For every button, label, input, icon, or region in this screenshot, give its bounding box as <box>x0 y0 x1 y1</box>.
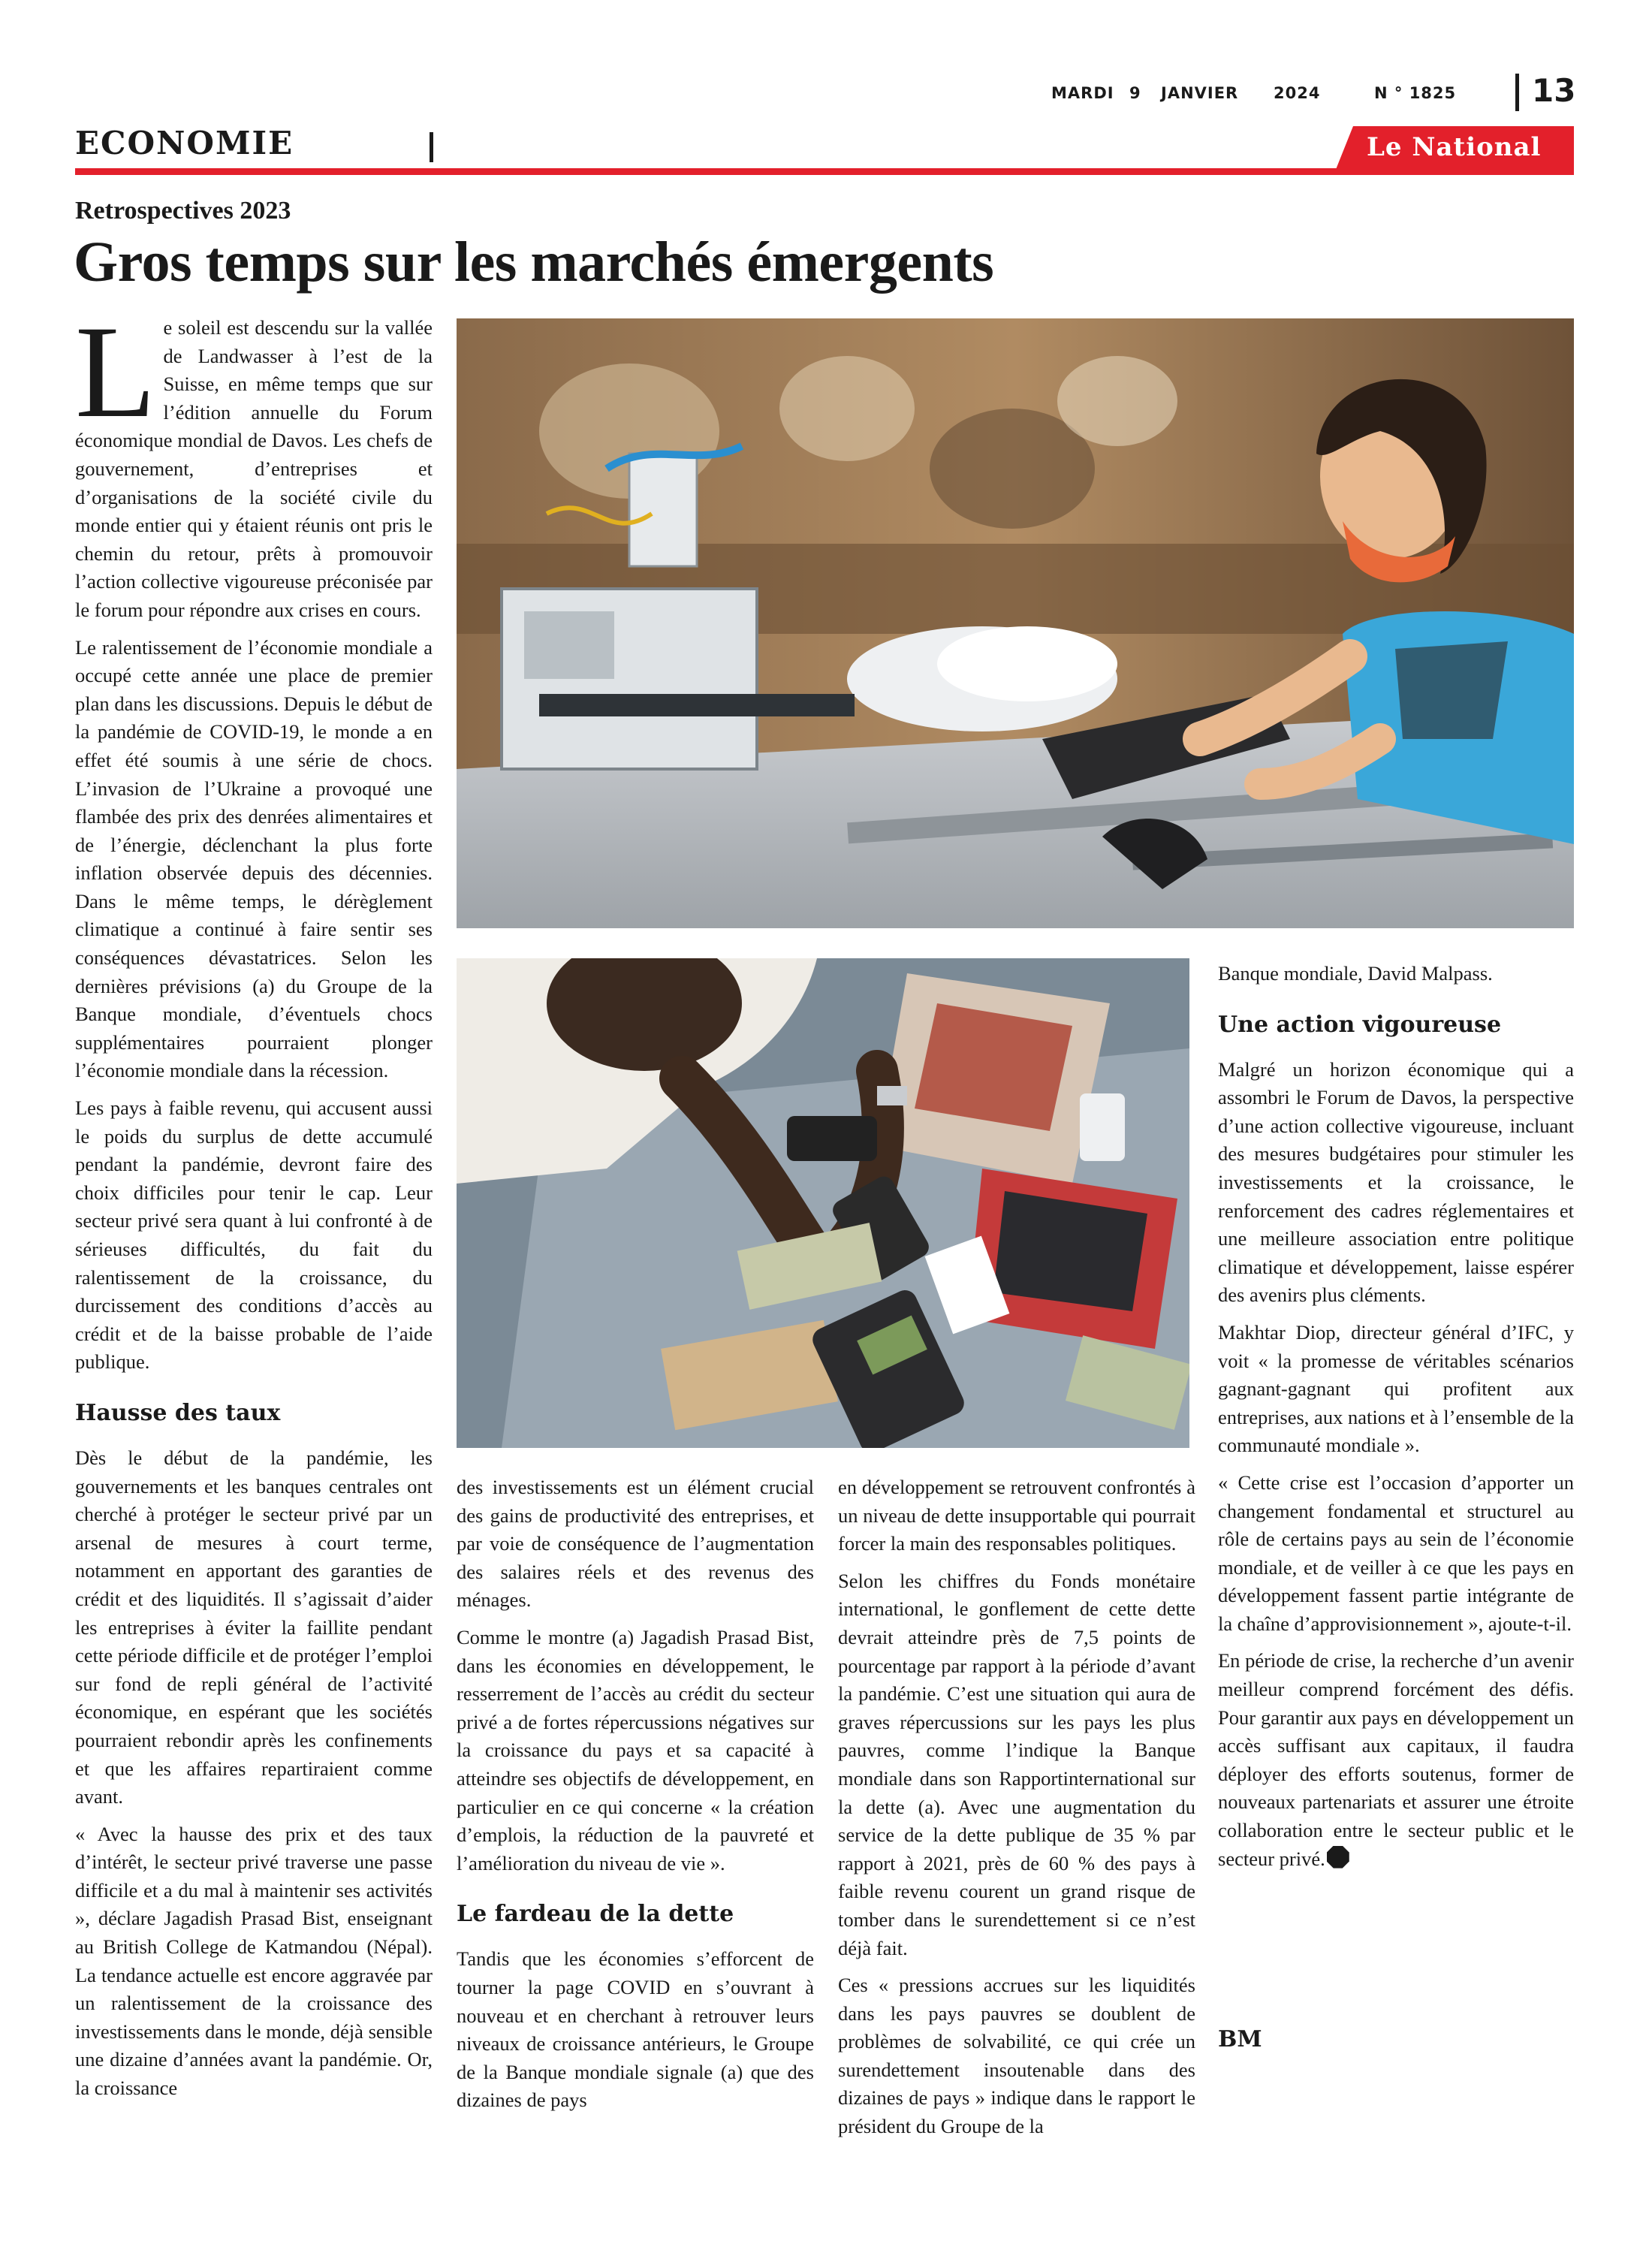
factory-photo-illustration <box>457 318 1574 928</box>
header-rule <box>75 168 1574 175</box>
article-headline: Gros temps sur les marchés émergents <box>74 231 994 294</box>
photo-factory-worker <box>457 318 1574 928</box>
section-title: ECONOMIE <box>75 125 294 161</box>
article-paragraph: Malgré un horizon économique qui a assombri le Forum de Davos, la perspective d’une action collective vigoureuse, incluant des mesures budgétaires pour stimuler les investissements et la croissance, le renforcement des cadres réglementaires et une meilleure association entre politique climatique et développement, laisse espérer des avenirs plus cléments. <box>1218 1057 1574 1307</box>
paragraph-text: e soleil est descendu sur la vallée de Landwasser à l’est de la Suisse, en même temps que sur l’édition annuelle du Forum économique mondial de Davos. Les chefs de gouvernement, d’entreprises et d’organisations de la société civile du monde entier qui y étaient réunis ont pris le chemin du retour, prêts à promouvoir l’action collective vigoureuse préconisée par le forum pour répondre aux crises en cours. <box>75 316 433 621</box>
article-paragraph: Comme le montre (a) Jagadish Prasad Bist, dans les économies en développement, le resserrement de l’accès au crédit du secteur privé a de fortes répercussions négatives sur la croissance du pays et sa capacité à atteindre ses objectifs de développement, en particulier en ce qui concerne « la création d’emplois, la réduction de la pauvreté et l’amélioration du niveau de vie ». <box>457 1625 814 1874</box>
article-paragraph: Tandis que les économies s’efforcent de tourner la page COVID en s’ouvrant à nouveau et en cherchant à retrouver leurs niveaux de croissance antérieurs, le Groupe de la Banque mondiale signale (a) que des dizaines de pays <box>457 1947 814 2112</box>
cashier-photo-illustration <box>457 958 1189 1448</box>
end-of-article-icon <box>1327 1846 1349 1868</box>
article-paragraph: Dès le début de la pandémie, les gouvernements et les banques centrales ont cherché à protéger le secteur privé par un arsenal de mesures à court terme, notamment en apportant des garanties de crédit et des liquidités. Il s’agissait d’aider les entreprises à éviter la faillite pendant cette période difficile et de protéger l’emploi sur fond de repli général de l’activité économique, en espérant que les sociétés pourraient rebondir après les confinements et que les affaires repartiraient comme avant. <box>75 1446 433 1808</box>
article-column-1 <box>75 299 433 2112</box>
date-day-name: MARDI <box>1051 84 1114 102</box>
issue-number: N ° 1825 <box>1374 84 1457 102</box>
page-number-divider <box>1515 74 1519 111</box>
article-signature: BM <box>1218 2026 1262 2052</box>
article-paragraph: « Cette crise est l’occasion d’apporter un changement fondamental et structurel au rôle de certains pays au sein de l’économie mondiale, et de veiller à ce que les pays en développement fassent partie intégrante de la chaîne d’approvisionnement », ajoute-t-il. <box>1218 1470 1574 1635</box>
page-number: 13 <box>1532 72 1576 109</box>
article-paragraph: Le ralentissement de l’économie mondiale a occupé cette année une place de premier plan dans les discussions. Depuis le début de la pandémie de COVID-19, le monde a en effet été soumis à une série de chocs. L’invasion de l’Ukraine a provoqué une flambée des prix des denrées alimentaires et de l’énergie, déclenchant la plus forte inflation observée depuis des décennies. Dans le même temps, le dérèglement climatique a continué à faire sentir ses conséquences dévastatrices. Selon les dernières prévisions (a) du Groupe de la Banque mondiale, d’éventuels chocs supplémentaires pourraient plonger l’économie mondiale dans la récession. <box>75 635 433 1082</box>
date-month: JANVIER <box>1161 84 1239 102</box>
subheading-action-vigoureuse: Une action vigoureuse <box>1218 1011 1502 1038</box>
article-kicker: Retrospectives 2023 <box>75 197 291 225</box>
article-column-3 <box>838 1473 1195 2150</box>
article-column-2 <box>457 1473 814 2124</box>
paragraph-text: En période de crise, la recherche d’un avenir meilleur comprend forcément des défis. Pour garantir aux pays en développement un accès suffisant aux capitaux, il faudra déployer des efforts soutenus, former de nouveaux partenariats et assurer une étroite collaboration entre le secteur public et le secteur privé. <box>1218 1649 1574 1870</box>
article-paragraph: Les pays à faible revenu, qui accusent aussi le poids du surplus de dette accumulé pendant la pandémie, devront faire des choix difficiles pour tenir le cap. Leur secteur privé sera quant à lui confronté à de sérieuses difficultés, du fait du ralentissement de la croissance, du durcissement des conditions d’accès au crédit et de la baisse probable de l’aide publique. <box>75 1096 433 1374</box>
article-paragraph: « Avec la hausse des prix et des taux d’intérêt, le secteur privé traverse une passe difficile et a du mal à maintenir ses activités », déclare Jagadish Prasad Bist, enseignant au British College de Katmandou (Népal). La tendance actuelle est encore aggravée par un ralentissement de la croissance des investissements dans le monde, déjà sensible une dizaine d’années avant la pandémie. Or, la croissance <box>75 1822 433 2100</box>
subheading-hausse-des-taux: Hausse des taux <box>75 1399 281 1426</box>
photo-cashier-money <box>457 958 1189 1448</box>
article-paragraph: en développement se retrouvent confrontés à un niveau de dette insupportable qui pourrait forcer la main des responsables politiques. <box>838 1476 1195 1555</box>
article-paragraph <box>1218 1647 1574 1873</box>
article-paragraph: Selon les chiffres du Fonds monétaire international, le gonflement de cette dette devrait atteindre près de 7,5 points de pourcentage par rapport à la période d’avant la pandémie. C’est une situation qui aura de graves répercussions sur les pays les plus pauvres, comme l’indique la Banque mondiale dans son Rapportinternational sur la dette (a). Avec une augmentation du service de la dette publique de 35 % par rapport à 2021, près de 60 % des pays à faible revenu courent un grand risque de tomber dans le surendettement si ce n’est déjà fait. <box>838 1569 1195 1959</box>
date-day-number: 9 <box>1129 84 1141 102</box>
date-year: 2024 <box>1274 84 1321 102</box>
article-paragraph <box>75 299 433 625</box>
article-paragraph: des investissements est un élément crucial des gains de productivité des entreprises, et par voie de conséquence de l’augmentation des salaires réels et des revenus des ménages. <box>457 1476 814 1612</box>
article-paragraph: Makhtar Diop, directeur général d’IFC, y voit « la promesse de véritables scénarios gagnant-gagnant qui profitent aux entreprises, aux nations et à l’ensemble de la communauté mondiale ». <box>1218 1320 1574 1457</box>
article-paragraph: Ces « pressions accrues sur les liquidités dans les pays pauvres se doublent de problèmes de solvabilité, ce qui crée un surendettement insoutenable dans des dizaines de pays » indique dans le rapport le président du Groupe de la <box>838 1974 1195 2138</box>
subheading-fardeau-dette: Le fardeau de la dette <box>457 1901 734 1928</box>
section-divider <box>430 132 433 162</box>
drop-cap: L <box>75 299 156 445</box>
article-paragraph: Banque mondiale, David Malpass. <box>1218 962 1493 985</box>
article-column-4 <box>1218 960 1574 1882</box>
newspaper-brand: Le National <box>1367 132 1542 162</box>
